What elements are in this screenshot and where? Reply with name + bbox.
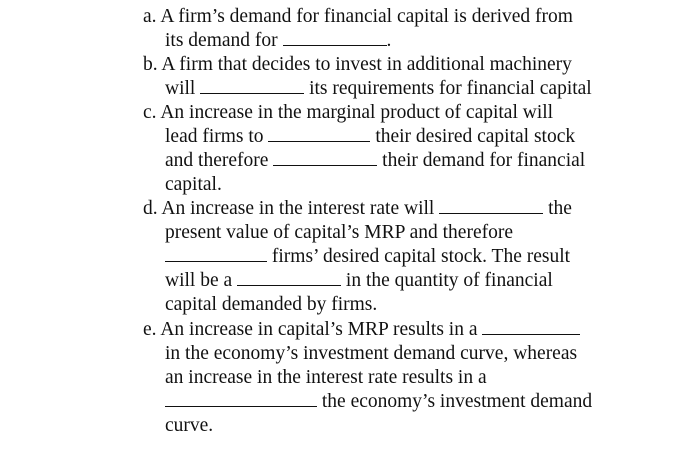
item-d-text-2: present value of capital’s MRP and therefore bbox=[165, 222, 513, 243]
item-a-text-2: its demand for bbox=[165, 30, 278, 51]
item-d-text-1a: d. An increase in the interest rate will bbox=[143, 198, 435, 219]
item-e-text-1: e. An increase in capital’s MRP results in a bbox=[143, 319, 478, 340]
item-d-line-5 bbox=[165, 293, 377, 317]
item-c-text-2b: their desired capital stock bbox=[375, 126, 576, 147]
item-d-blank-1[interactable] bbox=[439, 198, 543, 214]
item-d-line-4 bbox=[165, 269, 553, 293]
item-c-text-3a: and therefore bbox=[165, 150, 269, 171]
item-c-text-4: capital. bbox=[165, 174, 222, 195]
item-c-text-1: c. An increase in the marginal product of capital will bbox=[143, 102, 554, 123]
item-d-text-1b: the bbox=[548, 198, 572, 219]
item-b-text-2b: its requirements for financial capital bbox=[309, 78, 592, 99]
item-b-text-2a: will bbox=[165, 78, 196, 99]
item-b-line-1 bbox=[143, 53, 572, 77]
item-d-text-3: firms’ desired capital stock. The result bbox=[271, 246, 571, 267]
item-c-line-3 bbox=[165, 149, 585, 173]
item-d-line-2 bbox=[165, 221, 513, 245]
item-d-text-4b: in the quantity of financial bbox=[345, 270, 553, 291]
item-b-line-2 bbox=[165, 77, 592, 101]
item-c-line-1 bbox=[143, 101, 553, 125]
item-b-blank[interactable] bbox=[200, 78, 304, 94]
item-a-text-1: a. A firm’s demand for financial capital is derived from bbox=[143, 6, 573, 27]
item-e-line-4 bbox=[165, 390, 592, 414]
item-c-blank-2[interactable] bbox=[273, 150, 377, 166]
item-d-line-3 bbox=[165, 245, 570, 269]
item-c-line-2 bbox=[165, 125, 575, 149]
item-e-line-2 bbox=[165, 342, 577, 366]
item-c-line-4 bbox=[165, 173, 222, 197]
item-d-blank-2[interactable] bbox=[165, 246, 267, 262]
item-e-line-5 bbox=[165, 414, 213, 438]
item-e-text-2: in the economy’s investment demand curve, whereas bbox=[165, 343, 578, 364]
item-b-text-1: b. A firm that decides to invest in additional machinery bbox=[143, 54, 572, 75]
item-a-line-1 bbox=[143, 5, 573, 29]
item-e-text-3: an increase in the interest rate results in a bbox=[165, 367, 487, 388]
item-e-text-4: the economy’s investment demand bbox=[321, 391, 593, 412]
item-d-line-1 bbox=[143, 197, 572, 221]
item-e-blank-1[interactable] bbox=[482, 319, 580, 335]
item-e-text-5: curve. bbox=[165, 415, 214, 436]
item-c-blank-1[interactable] bbox=[268, 126, 370, 142]
item-e-blank-2[interactable] bbox=[165, 391, 317, 407]
item-d-blank-3[interactable] bbox=[237, 270, 341, 286]
item-d-text-4a: will be a bbox=[165, 270, 233, 291]
item-d-text-5: capital demanded by firms. bbox=[165, 294, 378, 315]
item-a-blank[interactable] bbox=[283, 30, 387, 46]
item-e-line-1 bbox=[143, 318, 580, 342]
item-e-line-3 bbox=[165, 366, 487, 390]
item-a-period: . bbox=[386, 30, 392, 51]
item-c-text-3b: their demand for financial bbox=[382, 150, 586, 171]
item-c-text-2a: lead firms to bbox=[165, 126, 264, 147]
item-a-line-2 bbox=[165, 29, 391, 53]
